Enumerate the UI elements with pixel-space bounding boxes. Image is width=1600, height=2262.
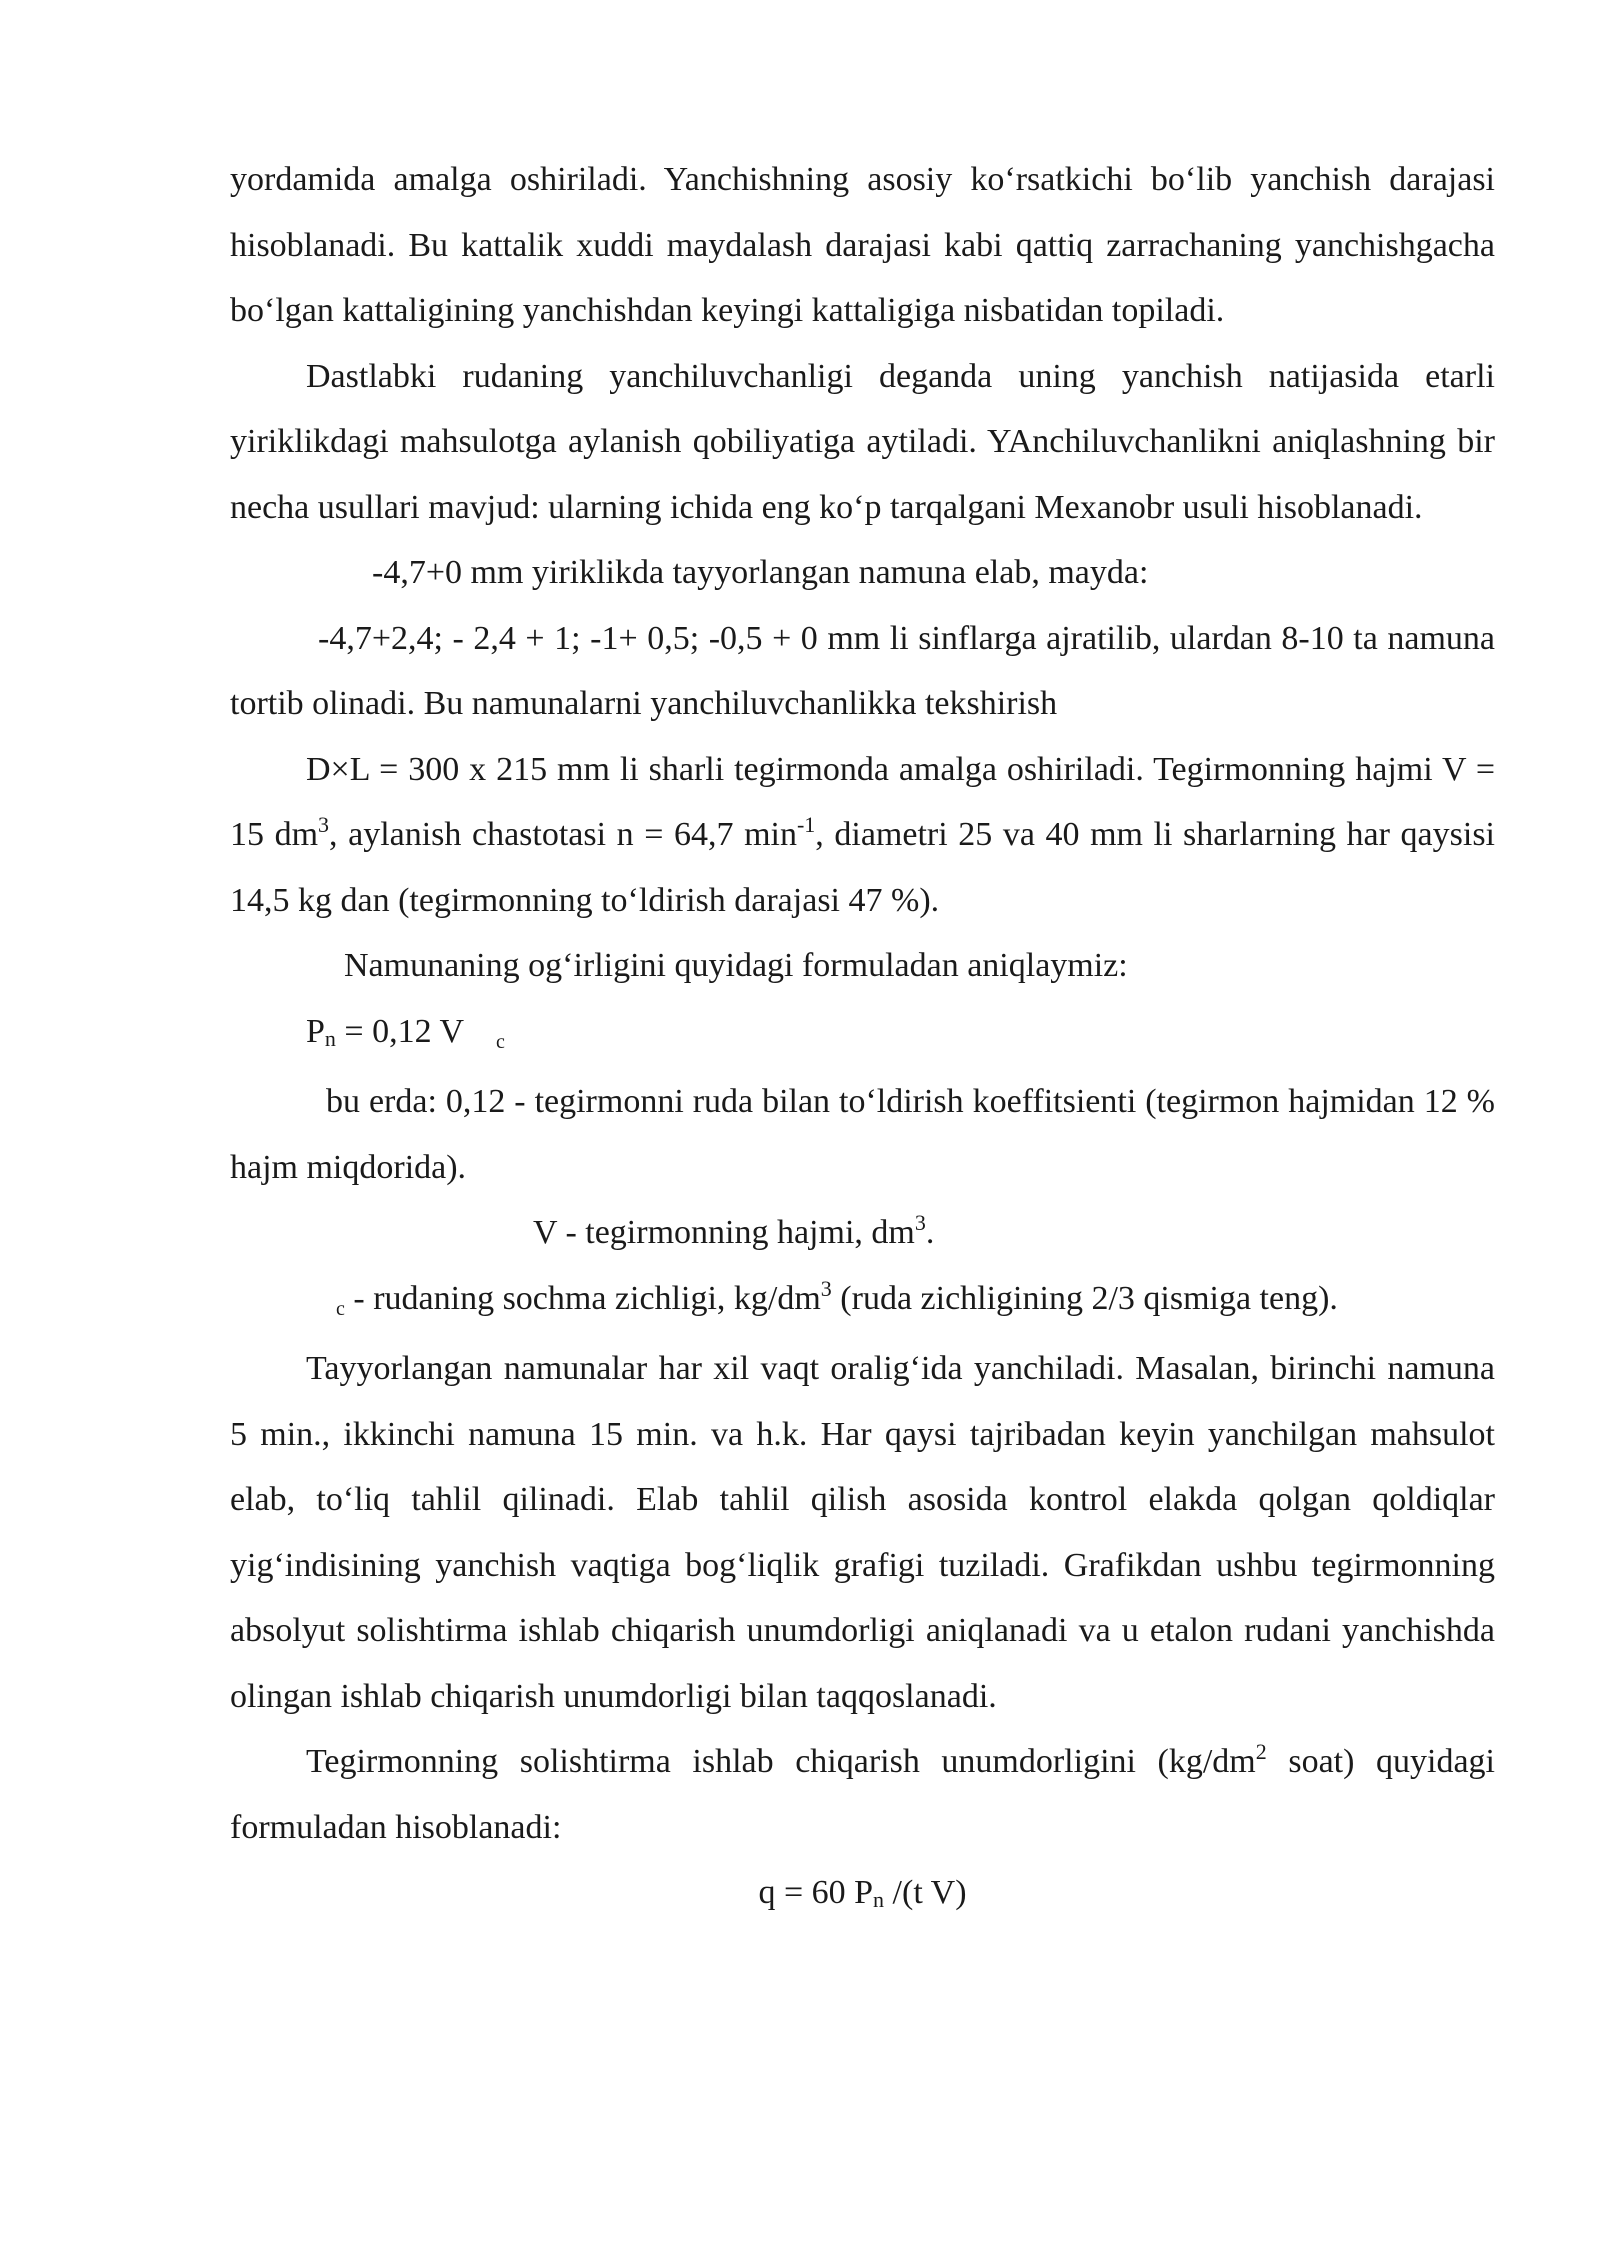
paragraph-2: Dastlabki rudaning yanchiluvchanligi deganda uning yanchish natijasida etarli yiriklikdagi mahsulotga aylanish qobiliyatiga aytiladi. YAnchiluvchanlikni aniqlashning bir necha usullari mavjud: ularning ichida eng ko‘p tarqalgani Mexanobr usuli hisoblanadi. [230, 357, 1495, 526]
formula-specific-productivity: q = 60 $P_n$ /(t V) [758, 1874, 967, 1912]
grinding-procedure-paragraph: Tayyorlangan namunalar har xil vaqt oralig‘ida yanchiladi. Masalan, birinchi namuna 5 min., ikkinchi namuna 15 min. va h.k. Har qaysi tajribadan keyin yanchilgan mahsulot elab, to‘liq tahlil qilinadi. Elab tahlil qilish asosida kontrol elakda qolgan qoldiqlar yig‘indisining yanchish vaqtiga bog‘liqlik grafigi tuziladi. Grafikdan ushbu tegirmonning absolyut solishtirma ishlab chiqarish unumdorligi aniqlanadi va u etalon rudani yanchishda olingan ishlab chiqarish unumdorligi bilan taqqoslanadi. [230, 1350, 1495, 1715]
size-classes-paragraph: -4,7+2,4; - 2,4 + 1; -1+ 0,5; -0,5 + 0 mm li sinflarga ajratilib, ulardan 8-10 ta namuna tortib olinadi. Bu namunalarni yanchiluvchanlikka tekshirish [230, 619, 1495, 722]
mill-parameters-paragraph: D×L = 300 x 215 mm li sharli tegirmonda amalga oshiriladi. Tegirmonning hajmi V = 15 $dm^3$, aylanish chastotasi n = 64,7 $\min^{-1}$, diametri 25 va 40 mm li sharlarning har qaysisi 14,5 kg dan (tegirmonning to‘ldirish darajasi 47 %). [230, 750, 1495, 919]
formula-sample-weight: $P_n = 0,12$ V c [306, 1012, 505, 1053]
volume-definition: V - tegirmonning hajmi, $dm^3$. [533, 1210, 935, 1251]
bulk-density-definition: c - rudaning sochma zichligi, $kg/dm^3$ (ruda zichligining 2/3 qismiga teng). [336, 1275, 1338, 1320]
coefficient-explanation: bu erda: 0,12 - tegirmonni ruda bilan to‘ldirish koeffitsienti (tegirmon hajmidan 12 % hajm miqdorida). [230, 1083, 1495, 1186]
specific-productivity-intro: Tegirmonning solishtirma ishlab chiqarish unumdorligini ($kg/dm^2$ soat) quyidagi formuladan hisoblanadi: [230, 1739, 1495, 1846]
paragraph-1: yordamida amalga oshiriladi. Yanchishning asosiy ko‘rsatkichi bo‘lib yanchish darajasi hisoblanadi. Bu kattalik xuddi maydalash darajasi kabi qattiq zarrachaning yanchishgacha bo‘lgan kattaligining yanchishdan keyingi kattaligiga nisbatidan topiladi. [230, 161, 1495, 329]
sample-preparation-line: -4,7+0 mm yiriklikda tayyorlangan namuna elab, mayda: [372, 554, 1149, 591]
sample-weight-intro: Namunaning og‘irligini quyidagi formuladan aniqlaymiz: [344, 947, 1128, 984]
document-page [230, 147, 1495, 1926]
